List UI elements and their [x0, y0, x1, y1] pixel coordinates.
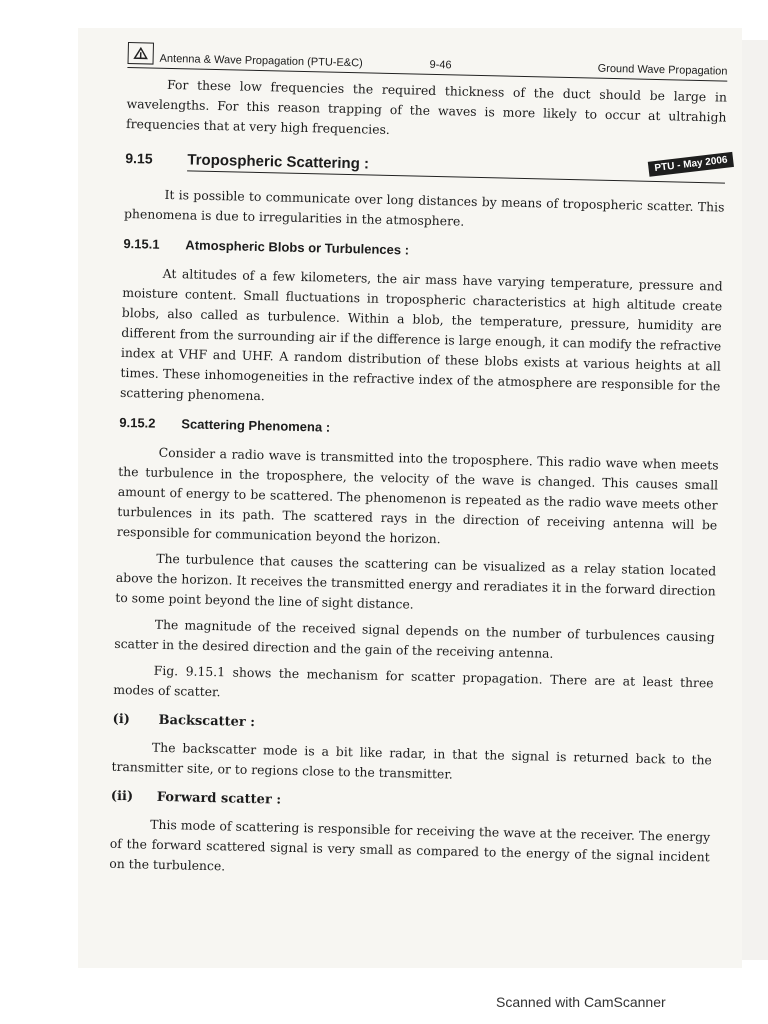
subsection-body: At altitudes of a few kilometers, the air mass have varying temperature, pressure and moisture content. Small fluctuations in tropospheric characteristics at high altitude create blobs, also called as turbulence. Within a blob, the temperature, pressure, humidity are different from the surrounding air if the difference is large enough, it can modify the refractive index at VHF and UHF. A random distribution of these blobs exists at various heights at all times. These inhomogeneities in the refractive index of the atmosphere are responsible for the scattering phenomena. — [119, 265, 723, 404]
subsection-title: Atmospheric Blobs or Turbulences : — [185, 237, 410, 258]
subsection-number: 9.15.1 — [123, 235, 160, 252]
book-title: Antenna & Wave Propagation (PTU-E&C) — [159, 52, 363, 70]
mode-title: Backscatter : — [158, 712, 256, 731]
section-heading — [125, 150, 725, 184]
mode-heading — [112, 712, 712, 741]
adjacent-page-edge — [742, 40, 768, 960]
section-intro: It is possible to communicate over long distances by means of tropospheric scatter. This phenomena is due to irregularities in the atmosphere. — [123, 186, 725, 229]
page-number: 9-46 — [429, 58, 452, 72]
body-paragraph: Consider a radio wave is transmitted into the troposphere. This radio wave when meets the turbulence in the troposphere, the velocity of the wave is changed. This causes small amount of energy to be scattered. The phenomenon is repeated as the radio wave meets other turbulences in its path. The scattered rays in the direction of receiving antenna will be responsible for communication beyond the horizon. — [116, 444, 719, 547]
section-number: 9.15 — [125, 149, 153, 167]
intro-paragraph: For these low frequencies the required thickness of the duct should be large in wavelengths. For this reason trapping of the waves is more likely to occur at ultrahigh frequencies that at very high frequencies. — [125, 76, 728, 137]
scanner-watermark: Scanned with CamScanner — [496, 994, 666, 1010]
publisher-logo-icon — [128, 42, 154, 65]
scanned-page — [78, 28, 742, 968]
subsection-title: Scattering Phenomena : — [181, 416, 331, 435]
section-title: Tropospheric Scattering : — [187, 151, 725, 183]
body-paragraph: Fig. 9.15.1 shows the mechanism for scatter propagation. There are at least three modes of scatter. — [113, 662, 714, 700]
subsection-heading — [123, 236, 723, 265]
chapter-title: Ground Wave Propagation — [597, 62, 728, 78]
page-content — [109, 42, 728, 887]
mode-label: (i) — [112, 711, 131, 728]
mode-heading — [111, 789, 711, 818]
body-paragraph: The turbulence that causes the scattering can be visualized as a relay station located above the horizon. It receives the transmitted energy and reradiates it in the forward direction to some point beyond the line of sight distance. — [115, 550, 717, 612]
mode-body: This mode of scattering is responsible for receiving the wave at the receiver. The energy of the forward scattered signal is very small as compared to the energy of the signal incident on the turbulence. — [109, 816, 711, 874]
subsection-number: 9.15.2 — [119, 414, 156, 431]
mode-label: (ii) — [110, 788, 134, 805]
subsection-heading — [119, 415, 719, 444]
mode-title: Forward scatter : — [156, 789, 282, 808]
exam-tag: PTU - May 2006 — [647, 152, 734, 177]
mode-body: The backscatter mode is a bit like radar, in that the signal is returned back to the transmitter site, or to regions close to the transmitter. — [111, 739, 713, 782]
body-paragraph: The magnitude of the received signal depends on the number of turbulences causing scatter in the desired direction and the gain of the receiving antenna. — [114, 616, 715, 661]
